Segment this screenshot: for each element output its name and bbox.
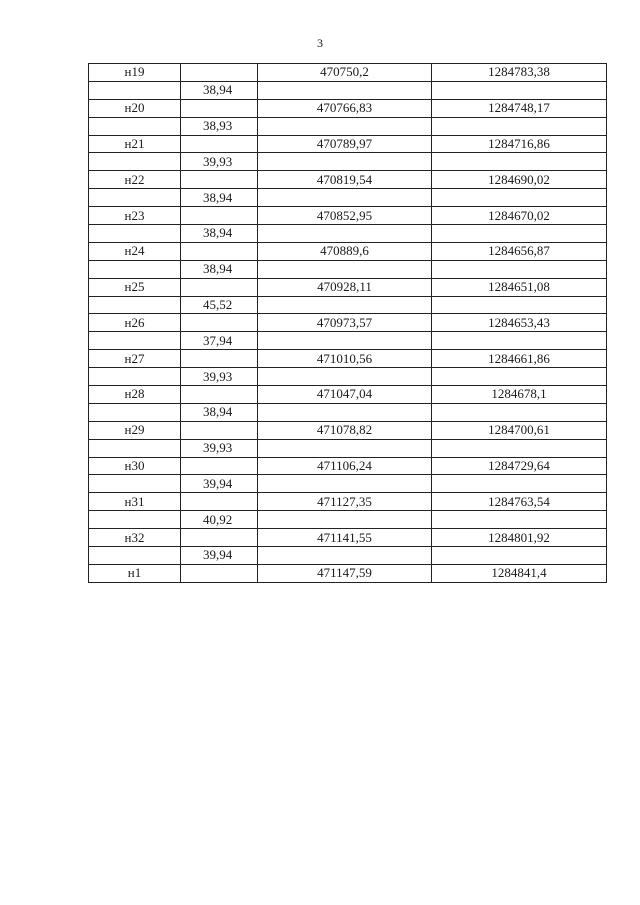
distance-row [89,547,607,565]
point-name-cell: н19 [89,64,181,82]
distance-cell [181,99,258,117]
distance-row [89,117,607,135]
distance-row [89,511,607,529]
x-coordinate-cell [258,81,432,99]
x-coordinate-cell: 470750,2 [258,64,432,82]
y-coordinate-cell [432,225,607,243]
point-name-cell: н26 [89,314,181,332]
point-row [89,314,607,332]
distance-cell [181,314,258,332]
distance-row [89,260,607,278]
distance-row [89,189,607,207]
y-coordinate-cell: 1284661,86 [432,350,607,368]
distance-cell: 45,52 [181,296,258,314]
y-coordinate-cell [432,260,607,278]
distance-cell [181,529,258,547]
point-row [89,99,607,117]
point-name-cell: н22 [89,171,181,189]
x-coordinate-cell: 470789,97 [258,135,432,153]
x-coordinate-cell [258,475,432,493]
point-name-cell [89,81,181,99]
point-name-cell [89,439,181,457]
distance-cell: 39,94 [181,475,258,493]
distance-cell [181,493,258,511]
point-name-cell [89,225,181,243]
x-coordinate-cell: 471127,35 [258,493,432,511]
x-coordinate-cell [258,403,432,421]
x-coordinate-cell: 471047,04 [258,386,432,404]
y-coordinate-cell: 1284801,92 [432,529,607,547]
distance-row [89,475,607,493]
distance-cell: 38,94 [181,81,258,99]
y-coordinate-cell [432,511,607,529]
x-coordinate-cell: 471106,24 [258,457,432,475]
point-name-cell [89,332,181,350]
y-coordinate-cell: 1284670,02 [432,207,607,225]
x-coordinate-cell [258,368,432,386]
point-name-cell: н27 [89,350,181,368]
point-name-cell [89,403,181,421]
x-coordinate-cell: 471010,56 [258,350,432,368]
y-coordinate-cell: 1284651,08 [432,278,607,296]
distance-cell [181,564,258,582]
x-coordinate-cell [258,153,432,171]
distance-cell: 39,94 [181,547,258,565]
distance-cell: 39,93 [181,153,258,171]
point-name-cell [89,547,181,565]
distance-cell [181,64,258,82]
point-name-cell [89,368,181,386]
point-name-cell: н29 [89,421,181,439]
distance-row [89,403,607,421]
y-coordinate-cell [432,153,607,171]
distance-cell [181,135,258,153]
point-row [89,386,607,404]
point-name-cell: н23 [89,207,181,225]
y-coordinate-cell [432,547,607,565]
point-name-cell: н24 [89,242,181,260]
distance-cell: 38,94 [181,225,258,243]
point-name-cell: н31 [89,493,181,511]
y-coordinate-cell [432,368,607,386]
x-coordinate-cell: 470819,54 [258,171,432,189]
y-coordinate-cell [432,332,607,350]
x-coordinate-cell [258,439,432,457]
point-name-cell [89,117,181,135]
point-name-cell: н21 [89,135,181,153]
x-coordinate-cell: 471078,82 [258,421,432,439]
y-coordinate-cell: 1284700,61 [432,421,607,439]
y-coordinate-cell: 1284653,43 [432,314,607,332]
y-coordinate-cell: 1284783,38 [432,64,607,82]
y-coordinate-cell [432,439,607,457]
y-coordinate-cell: 1284729,64 [432,457,607,475]
x-coordinate-cell: 470973,57 [258,314,432,332]
coordinates-table-body [89,64,607,583]
y-coordinate-cell: 1284656,87 [432,242,607,260]
point-name-cell [89,153,181,171]
x-coordinate-cell [258,225,432,243]
x-coordinate-cell [258,511,432,529]
distance-row [89,439,607,457]
point-name-cell: н1 [89,564,181,582]
distance-cell [181,278,258,296]
y-coordinate-cell [432,81,607,99]
y-coordinate-cell: 1284716,86 [432,135,607,153]
point-name-cell: н28 [89,386,181,404]
point-row [89,457,607,475]
y-coordinate-cell [432,296,607,314]
point-row [89,529,607,547]
page-number: 3 [317,36,323,50]
distance-row [89,225,607,243]
y-coordinate-cell [432,475,607,493]
distance-cell [181,171,258,189]
x-coordinate-cell: 470852,95 [258,207,432,225]
distance-row [89,153,607,171]
distance-cell [181,242,258,260]
distance-cell [181,457,258,475]
y-coordinate-cell: 1284690,02 [432,171,607,189]
point-row [89,171,607,189]
distance-cell [181,421,258,439]
point-name-cell: н30 [89,457,181,475]
x-coordinate-cell: 471147,59 [258,564,432,582]
x-coordinate-cell [258,189,432,207]
distance-cell: 40,92 [181,511,258,529]
coordinates-table [88,63,607,583]
point-name-cell [89,189,181,207]
distance-cell: 38,94 [181,189,258,207]
distance-cell [181,386,258,404]
y-coordinate-cell: 1284748,17 [432,99,607,117]
x-coordinate-cell [258,117,432,135]
point-name-cell [89,260,181,278]
y-coordinate-cell: 1284763,54 [432,493,607,511]
point-name-cell [89,475,181,493]
x-coordinate-cell: 470766,83 [258,99,432,117]
point-name-cell: н25 [89,278,181,296]
point-row [89,278,607,296]
point-row [89,64,607,82]
distance-row [89,332,607,350]
distance-cell: 39,93 [181,368,258,386]
y-coordinate-cell [432,403,607,421]
point-name-cell: н32 [89,529,181,547]
y-coordinate-cell [432,117,607,135]
point-row [89,421,607,439]
point-name-cell: н20 [89,99,181,117]
x-coordinate-cell: 471141,55 [258,529,432,547]
x-coordinate-cell [258,260,432,278]
x-coordinate-cell: 470889,6 [258,242,432,260]
distance-row [89,296,607,314]
point-row [89,350,607,368]
point-row [89,207,607,225]
point-row [89,135,607,153]
distance-cell [181,207,258,225]
distance-cell: 38,94 [181,260,258,278]
distance-cell [181,350,258,368]
point-row [89,242,607,260]
distance-cell: 38,93 [181,117,258,135]
x-coordinate-cell [258,296,432,314]
distance-cell: 37,94 [181,332,258,350]
x-coordinate-cell [258,547,432,565]
y-coordinate-cell: 1284678,1 [432,386,607,404]
distance-row [89,81,607,99]
point-name-cell [89,511,181,529]
distance-row [89,368,607,386]
distance-cell: 38,94 [181,403,258,421]
x-coordinate-cell: 470928,11 [258,278,432,296]
y-coordinate-cell [432,189,607,207]
y-coordinate-cell: 1284841,4 [432,564,607,582]
point-name-cell [89,296,181,314]
x-coordinate-cell [258,332,432,350]
point-row [89,564,607,582]
distance-cell: 39,93 [181,439,258,457]
point-row [89,493,607,511]
